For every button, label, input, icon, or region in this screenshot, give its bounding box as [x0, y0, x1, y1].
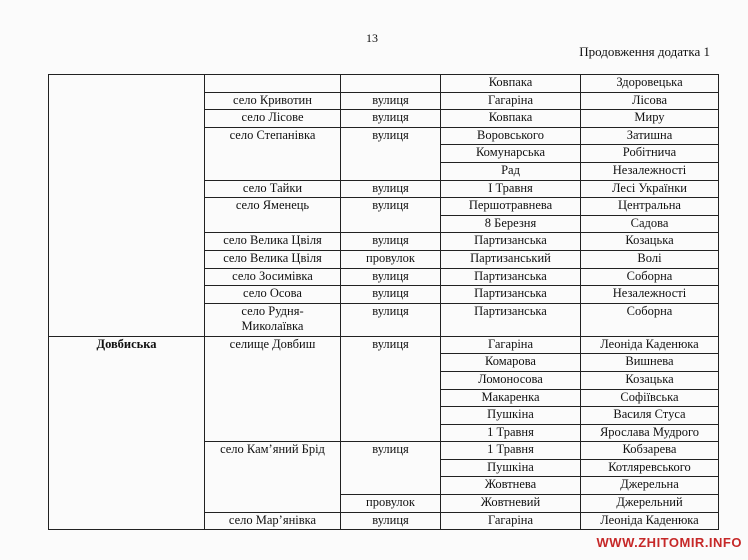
- street-type-cell: провулок: [341, 250, 441, 268]
- new-name-cell: Кобзарева: [581, 442, 719, 460]
- old-name-cell: Макаренка: [441, 389, 581, 407]
- new-name-cell: Леоніда Каденюка: [581, 512, 719, 530]
- new-name-cell: Козацька: [581, 233, 719, 251]
- old-name-cell: Ломоносова: [441, 371, 581, 389]
- new-name-cell: Леоніда Каденюка: [581, 336, 719, 354]
- street-type-cell: вулиця: [341, 336, 441, 442]
- new-name-cell: Козацька: [581, 371, 719, 389]
- new-name-cell: Волі: [581, 250, 719, 268]
- settlement-cell: село Осова: [205, 286, 341, 304]
- old-name-cell: Ковпака: [441, 75, 581, 93]
- street-type-cell: вулиця: [341, 92, 441, 110]
- new-name-cell: Садова: [581, 215, 719, 233]
- settlement-cell: село Степанівка: [205, 127, 341, 180]
- settlement-cell: село Яменець: [205, 198, 341, 233]
- new-name-cell: Котляревського: [581, 459, 719, 477]
- settlement-cell: село Велика Цвіля: [205, 233, 341, 251]
- street-type-cell: вулиця: [341, 233, 441, 251]
- new-name-cell: Центральна: [581, 198, 719, 216]
- continuation-title: Продовження додатка 1: [579, 44, 710, 59]
- old-name-cell: Жовтневий: [441, 495, 581, 513]
- old-name-cell: 8 Березня: [441, 215, 581, 233]
- new-name-cell: Незалежності: [581, 162, 719, 180]
- page-number: 13: [366, 31, 378, 45]
- street-type-cell: вулиця: [341, 512, 441, 530]
- old-name-cell: Воровського: [441, 127, 581, 145]
- settlement-cell: село Кривотин: [205, 92, 341, 110]
- street-type-cell: [341, 75, 441, 93]
- table-row: [49, 75, 719, 93]
- old-name-cell: 1 Травня: [441, 424, 581, 442]
- new-name-cell: Робітнича: [581, 145, 719, 163]
- settlement-cell: село Зосимівка: [205, 268, 341, 286]
- new-name-cell: Незалежності: [581, 286, 719, 304]
- new-name-cell: Затишна: [581, 127, 719, 145]
- streets-table: [48, 74, 719, 530]
- settlement-cell: село Рудня- Миколаївка: [205, 303, 341, 336]
- region-cell: Довбиська: [49, 336, 205, 530]
- new-name-cell: Джерельний: [581, 495, 719, 513]
- old-name-cell: Жовтнева: [441, 477, 581, 495]
- old-name-cell: Партизанська: [441, 233, 581, 251]
- street-type-cell: вулиця: [341, 180, 441, 198]
- old-name-cell: Гагаріна: [441, 92, 581, 110]
- old-name-cell: Партизанська: [441, 303, 581, 336]
- old-name-cell: Гагаріна: [441, 336, 581, 354]
- new-name-cell: Здоровецька: [581, 75, 719, 93]
- settlement-cell: селище Довбиш: [205, 336, 341, 442]
- old-name-cell: Партизанська: [441, 286, 581, 304]
- new-name-cell: Лісова: [581, 92, 719, 110]
- new-name-cell: Ярослава Мудрого: [581, 424, 719, 442]
- new-name-cell: Соборна: [581, 268, 719, 286]
- new-name-cell: Лесі Українки: [581, 180, 719, 198]
- settlement-cell: село Лісове: [205, 110, 341, 128]
- old-name-cell: Гагаріна: [441, 512, 581, 530]
- street-type-cell: провулок: [341, 495, 441, 513]
- street-type-cell: вулиця: [341, 110, 441, 128]
- old-name-cell: Комарова: [441, 354, 581, 372]
- settlement-cell: село Мар’янівка: [205, 512, 341, 530]
- new-name-cell: Джерельна: [581, 477, 719, 495]
- old-name-cell: 1 Травня: [441, 442, 581, 460]
- new-name-cell: Миру: [581, 110, 719, 128]
- settlement-cell: село Кам’яний Брід: [205, 442, 341, 512]
- street-type-cell: вулиця: [341, 127, 441, 180]
- new-name-cell: Соборна: [581, 303, 719, 336]
- street-type-cell: вулиця: [341, 198, 441, 233]
- site-watermark: WWW.ZHITOMIR.INFO: [596, 535, 742, 550]
- street-type-cell: вулиця: [341, 442, 441, 495]
- street-type-cell: вулиця: [341, 268, 441, 286]
- old-name-cell: Партизанська: [441, 268, 581, 286]
- old-name-cell: Комунарська: [441, 145, 581, 163]
- old-name-cell: І Травня: [441, 180, 581, 198]
- settlement-cell: село Велика Цвіля: [205, 250, 341, 268]
- street-type-cell: вулиця: [341, 303, 441, 336]
- old-name-cell: Партизанський: [441, 250, 581, 268]
- old-name-cell: Пушкіна: [441, 407, 581, 425]
- new-name-cell: Василя Стуса: [581, 407, 719, 425]
- old-name-cell: Ковпака: [441, 110, 581, 128]
- new-name-cell: Вишнева: [581, 354, 719, 372]
- old-name-cell: Першотравнева: [441, 198, 581, 216]
- region-cell: [49, 75, 205, 337]
- new-name-cell: Софіївська: [581, 389, 719, 407]
- old-name-cell: Рад: [441, 162, 581, 180]
- settlement-cell: [205, 75, 341, 93]
- table-row: [49, 336, 719, 354]
- old-name-cell: Пушкіна: [441, 459, 581, 477]
- settlement-cell: село Тайки: [205, 180, 341, 198]
- street-type-cell: вулиця: [341, 286, 441, 304]
